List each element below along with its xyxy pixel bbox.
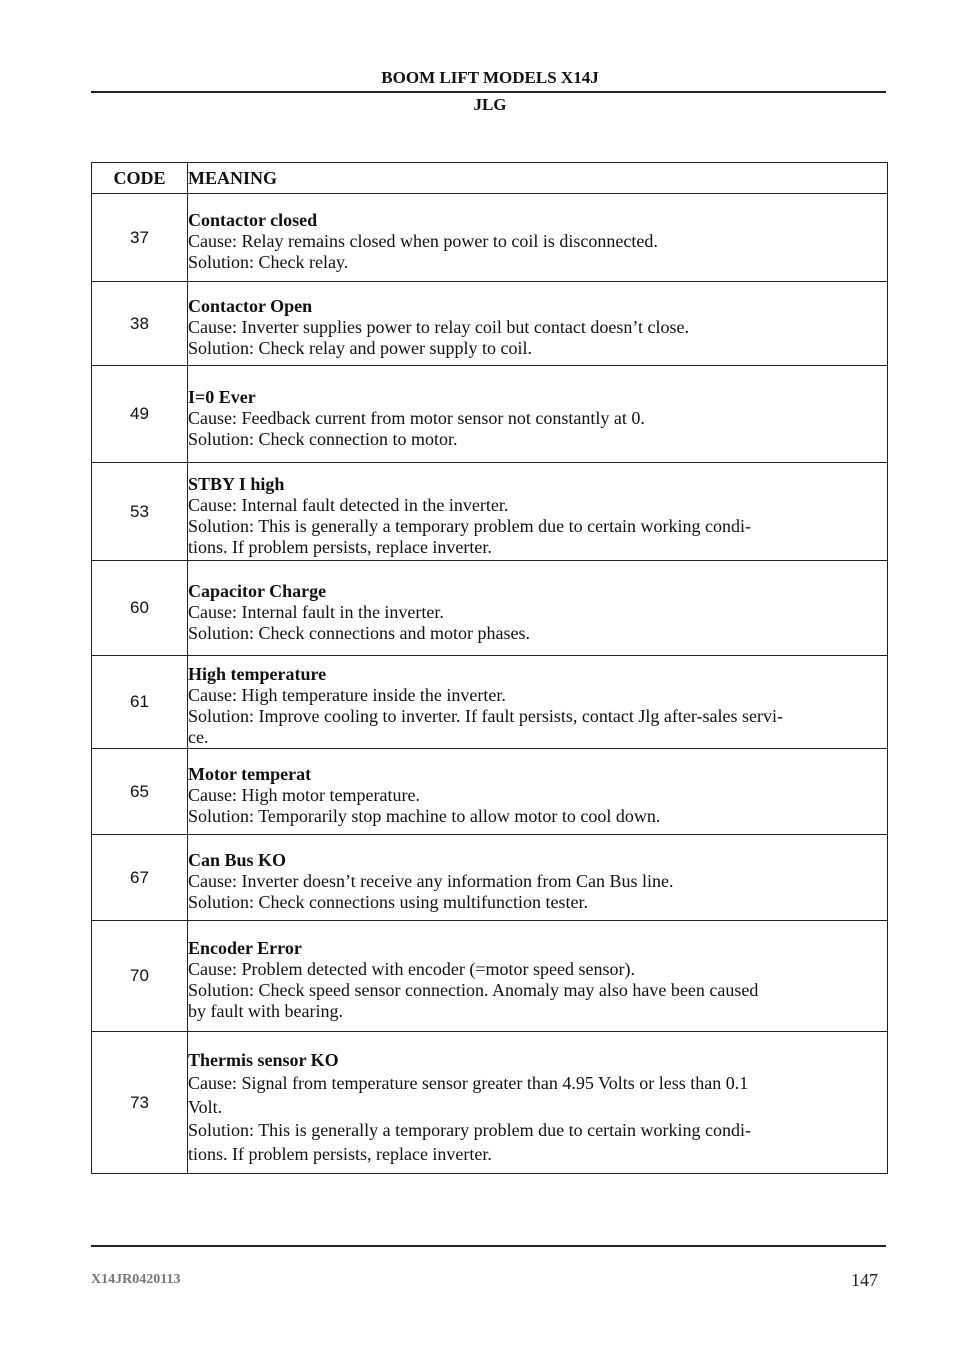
error-description-line: Cause: Internal fault in the inverter. — [188, 601, 444, 622]
error-description-line: by fault with bearing. — [188, 1001, 343, 1021]
error-description-line: Solution: Check speed sensor connection. Anomaly may also have been caused — [188, 980, 759, 1000]
error-title: High temperature — [188, 664, 327, 684]
error-description-line: Cause: Signal from temperature sensor greater than 4.95 Volts or less than 0.1 — [188, 1073, 749, 1094]
error-description-line: Solution: Check connections and motor phases. — [188, 622, 530, 643]
header-divider — [91, 91, 886, 93]
error-description-line: Solution: Temporarily stop machine to allow motor to cool down. — [188, 806, 661, 826]
error-meaning — [188, 463, 888, 561]
table-row — [92, 282, 888, 366]
error-description-line: Cause: Internal fault detected in the inverter. — [188, 494, 509, 515]
document-title: BOOM LIFT MODELS X14J — [381, 68, 599, 87]
error-description-line: Cause: Inverter supplies power to relay coil but contact doesn’t close. — [188, 317, 690, 337]
error-code-table — [91, 162, 888, 1174]
error-description-line: Cause: Problem detected with encoder (=motor speed sensor). — [188, 959, 636, 979]
column-header-code: CODE — [92, 163, 188, 194]
error-description-line: Cause: Relay remains closed when power to coil is disconnected. — [188, 231, 658, 251]
error-description-line: Solution: Improve cooling to inverter. If fault persists, contact Jlg after-sales servi- — [188, 706, 783, 726]
error-meaning — [188, 282, 888, 366]
document-code: X14JR0420113 — [91, 1272, 181, 1287]
error-title: I=0 Ever — [188, 386, 256, 407]
error-meaning — [188, 749, 888, 835]
error-title: Encoder Error — [188, 938, 302, 958]
error-code: 60 — [92, 561, 188, 656]
table-row — [92, 835, 888, 921]
error-description-line: Solution: This is generally a temporary problem due to certain working condi- — [188, 515, 752, 536]
error-code: 61 — [92, 656, 188, 749]
table-row — [92, 1032, 888, 1174]
error-title: Contactor Open — [188, 296, 313, 316]
error-code: 49 — [92, 366, 188, 463]
table-row — [92, 749, 888, 835]
error-title: STBY I high — [188, 473, 285, 494]
table-row — [92, 463, 888, 561]
error-meaning — [188, 835, 888, 921]
error-meaning — [188, 366, 888, 463]
error-description-line: Volt. — [188, 1096, 223, 1117]
error-code: 37 — [92, 194, 188, 282]
error-description-line: ce. — [188, 727, 209, 747]
document-subtitle: JLG — [473, 95, 507, 114]
error-description-line: Solution: Check connection to motor. — [188, 428, 458, 449]
table-row — [92, 656, 888, 749]
error-title: Can Bus KO — [188, 850, 287, 870]
error-code: 67 — [92, 835, 188, 921]
error-meaning — [188, 921, 888, 1032]
error-meaning — [188, 194, 888, 282]
error-description-line: Solution: Check relay. — [188, 252, 349, 272]
footer-divider — [91, 1245, 886, 1247]
error-description-line: tions. If problem persists, replace inverter. — [188, 536, 492, 557]
error-code: 38 — [92, 282, 188, 366]
column-header-meaning: MEANING — [188, 163, 888, 194]
error-meaning — [188, 1032, 888, 1174]
error-description-line: Solution: Check connections using multifunction tester. — [188, 892, 588, 912]
error-title: Thermis sensor KO — [188, 1049, 339, 1070]
table-row — [92, 561, 888, 656]
error-code: 53 — [92, 463, 188, 561]
error-title: Motor temperat — [188, 764, 312, 784]
error-meaning — [188, 561, 888, 656]
table-header-row — [92, 163, 888, 194]
error-description-line: Cause: High temperature inside the inverter. — [188, 685, 506, 705]
error-code: 70 — [92, 921, 188, 1032]
error-code: 73 — [92, 1032, 188, 1174]
error-description-line: Cause: Feedback current from motor sensor not constantly at 0. — [188, 407, 645, 428]
error-code: 65 — [92, 749, 188, 835]
error-description-line: Cause: Inverter doesn’t receive any information from Can Bus line. — [188, 871, 674, 891]
table-row — [92, 921, 888, 1032]
table-row — [92, 366, 888, 463]
error-description-line: Solution: Check relay and power supply to coil. — [188, 338, 532, 358]
error-description-line: Solution: This is generally a temporary problem due to certain working condi- — [188, 1120, 752, 1141]
error-meaning — [188, 656, 888, 749]
table-row — [92, 194, 888, 282]
error-description-line: Cause: High motor temperature. — [188, 785, 420, 805]
error-title: Contactor closed — [188, 210, 318, 230]
error-description-line: tions. If problem persists, replace inverter. — [188, 1143, 492, 1164]
page-number: 147 — [851, 1270, 878, 1290]
error-title: Capacitor Charge — [188, 580, 327, 601]
